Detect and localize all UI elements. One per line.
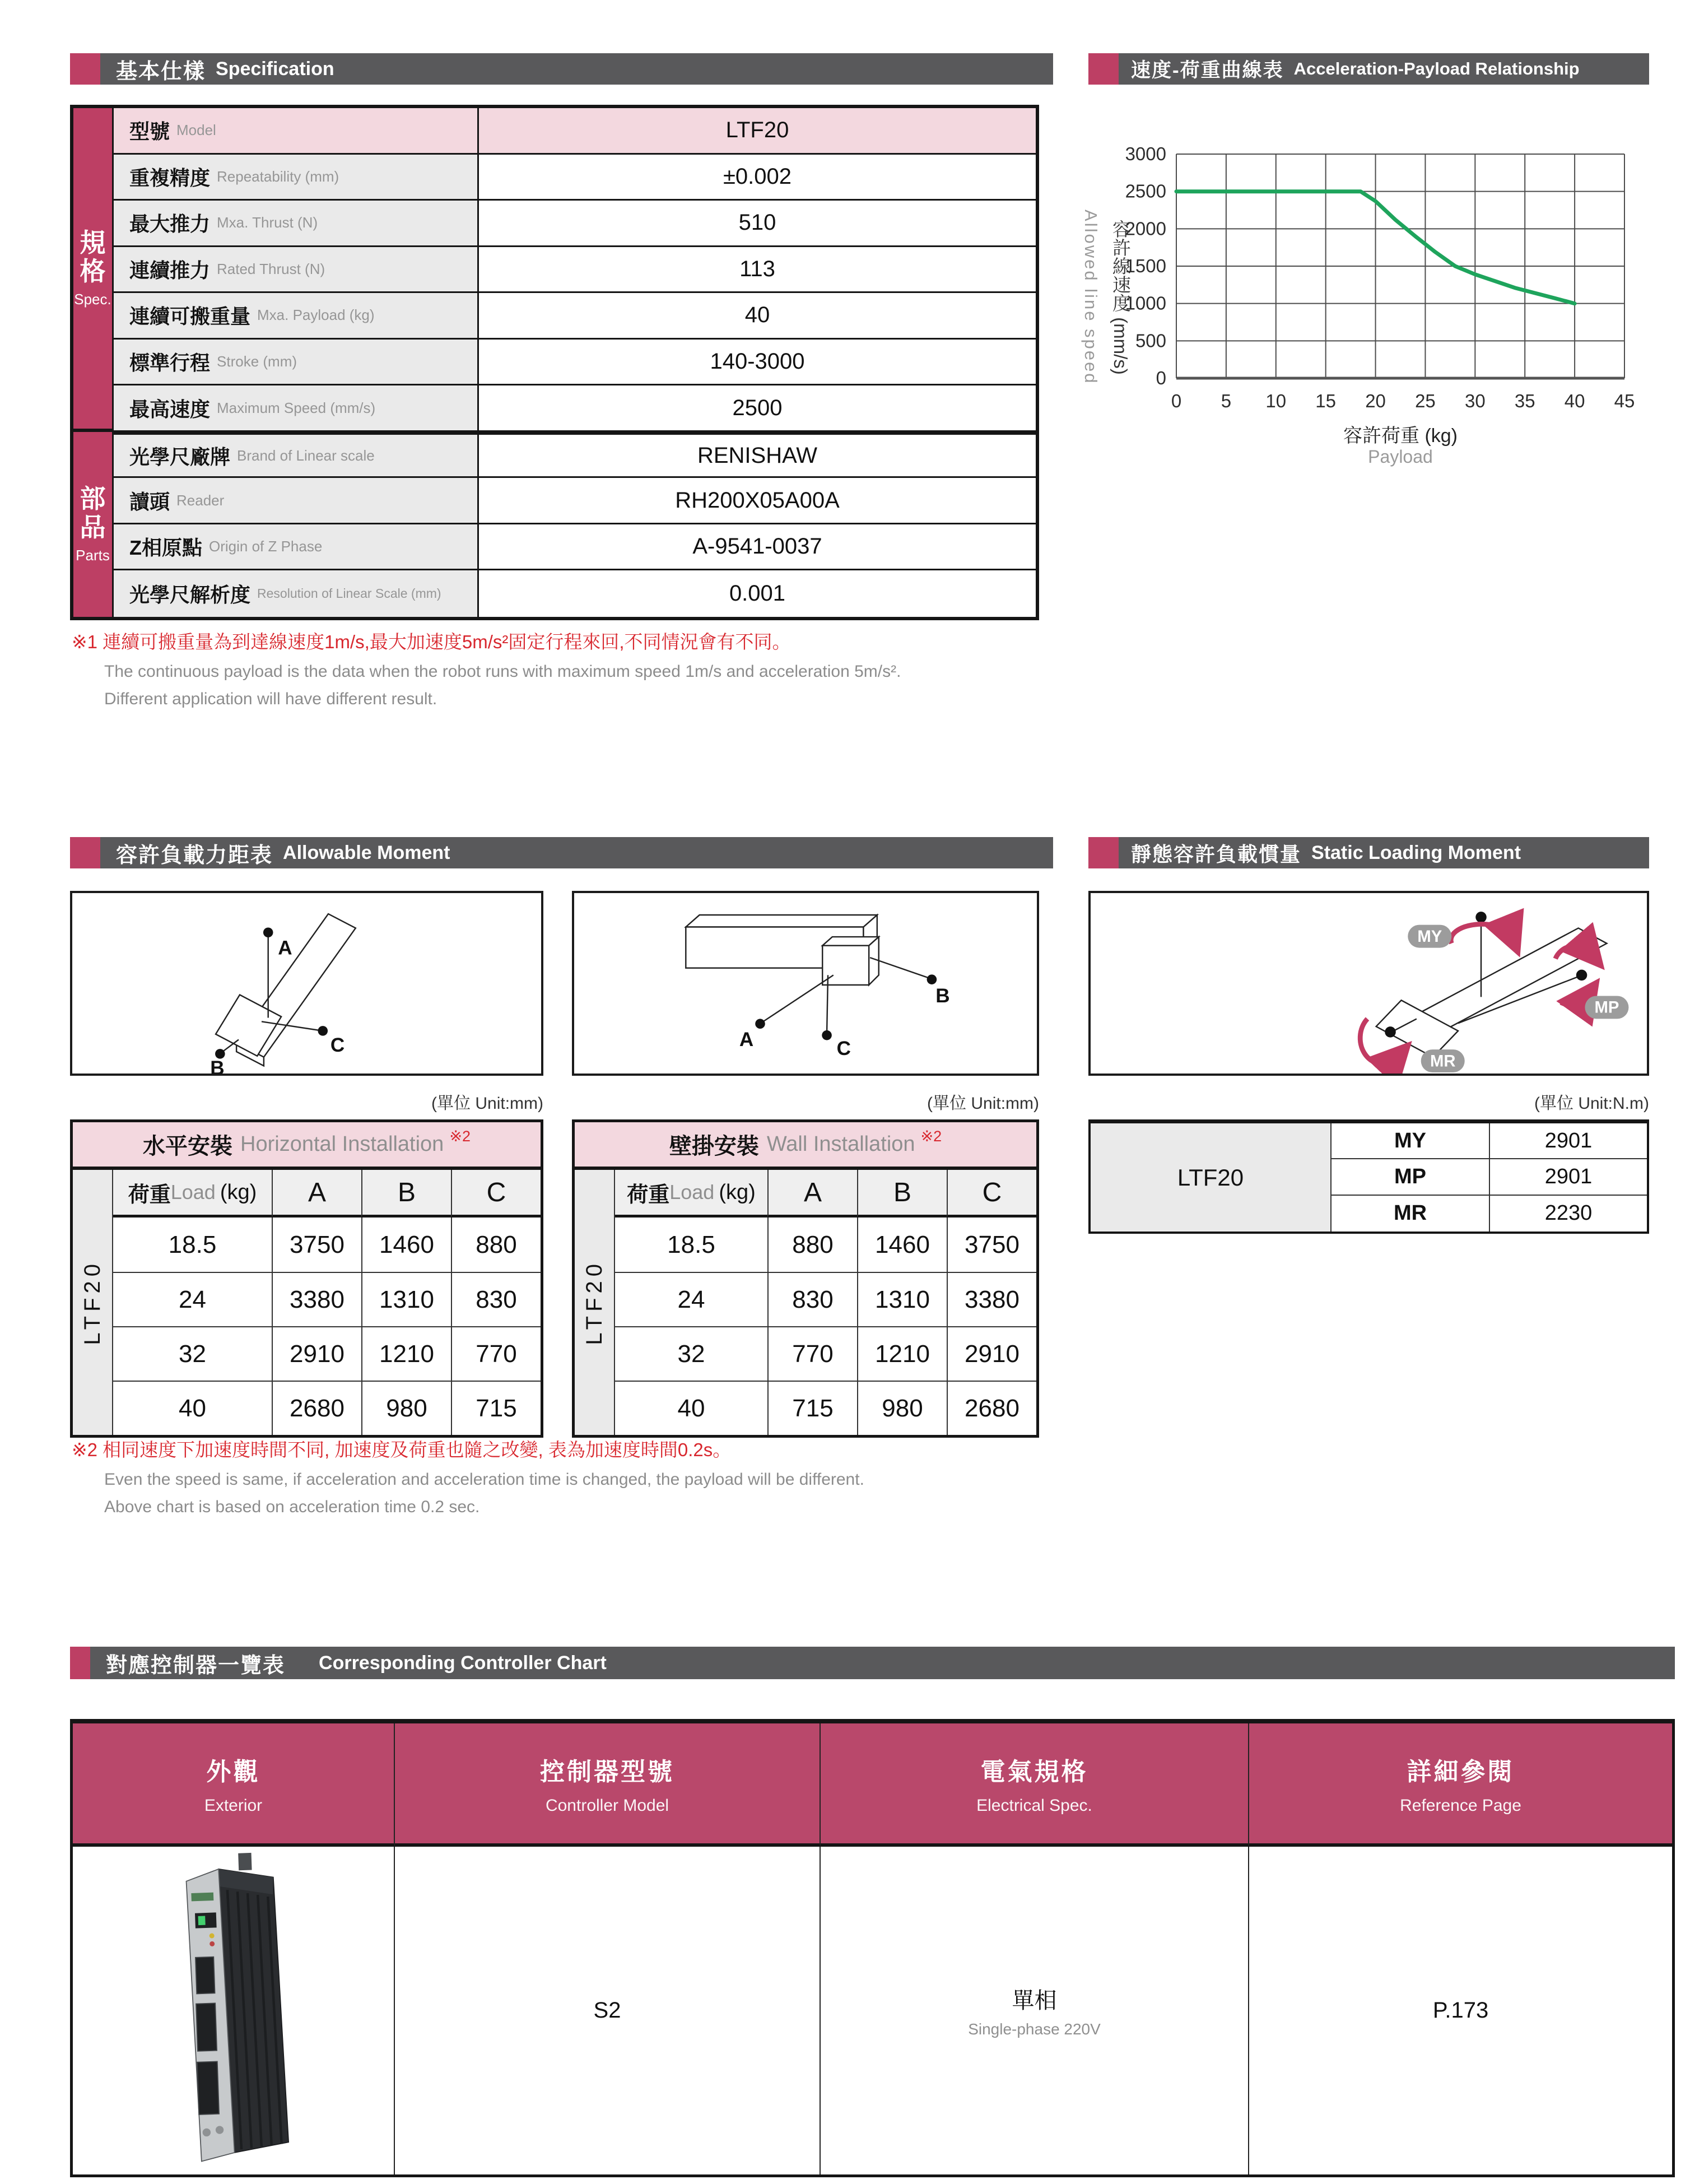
mp-badge: MP	[1594, 998, 1619, 1017]
static-model-cell: LTF20	[1091, 1123, 1331, 1232]
header-accent-square	[70, 837, 100, 868]
cell: 1310	[361, 1272, 451, 1326]
spec-title-zh: 基本仕樣	[116, 59, 206, 83]
spec-row-value: 40	[477, 293, 1036, 340]
spec-row-label: 最大推力 Mxa. Thrust (N)	[114, 201, 477, 247]
cell: 24	[113, 1272, 272, 1326]
cell: 880	[451, 1218, 541, 1272]
note-2	[72, 1435, 864, 1517]
wall-install-title: 壁掛安裝 Wall Installation ※2	[575, 1122, 1036, 1170]
svg-text:2500: 2500	[1125, 180, 1166, 202]
col-header-b: B	[857, 1170, 947, 1218]
cell: 18.5	[113, 1218, 272, 1272]
axis-label-b: B	[935, 985, 950, 1007]
spec-row-value: ±0.002	[477, 155, 1036, 201]
cell: 32	[615, 1326, 767, 1381]
svg-text:1000: 1000	[1125, 292, 1166, 314]
cell: 1310	[857, 1272, 947, 1326]
note2-en1: Even the speed is same, if acceleration and acceleration time is changed, the payload will be different.	[104, 1470, 864, 1489]
chart-y-axis-title-zh: 容許線速度 (mm/s)	[1110, 219, 1131, 375]
spec-row-label: 連續推力 Rated Thrust (N)	[114, 247, 477, 294]
svg-text:0: 0	[1156, 368, 1166, 388]
spec-row-label: 最高速度 Maximum Speed (mm/s)	[114, 385, 477, 432]
horizontal-install-diagram	[70, 891, 543, 1076]
svg-text:30: 30	[1464, 391, 1486, 411]
spec-row-label: 讀頭 Reader	[114, 478, 477, 524]
static-value-mp: 2901	[1490, 1159, 1647, 1195]
svg-text:3000: 3000	[1125, 143, 1166, 164]
svg-text:20: 20	[1365, 391, 1386, 411]
spec-sidebar-spec	[73, 108, 114, 432]
col-header-c: C	[451, 1170, 541, 1218]
cell: 40	[113, 1381, 272, 1435]
controller-exterior-cell	[73, 1847, 395, 2174]
spec-title-en: Specification	[216, 58, 334, 80]
cell: 715	[451, 1381, 541, 1435]
sidebar-spec-en: Spec.	[74, 290, 111, 308]
spec-table	[70, 105, 1039, 620]
controller-header-model: 控制器型號 Controller Model	[395, 1723, 821, 1847]
load-header: 荷重 Load (kg)	[113, 1170, 272, 1218]
spec-row-label: Z相原點 Origin of Z Phase	[114, 524, 477, 571]
spec-row-value: RH200X05A00A	[477, 478, 1036, 524]
note1-en1: The continuous payload is the data when the robot runs with maximum speed 1m/s and acceleration 5m/s².	[104, 662, 901, 681]
spec-row-value: 0.001	[477, 570, 1036, 617]
static-moment-table	[1088, 1119, 1649, 1234]
horizontal-install-title: 水平安裝 Horizontal Installation ※2	[73, 1122, 541, 1170]
cell: 770	[451, 1326, 541, 1381]
unit-label-horizontal: (單位 Unit:mm)	[431, 1094, 543, 1113]
controller-header-reference: 詳細參閱 Reference Page	[1249, 1723, 1672, 1847]
svg-text:15: 15	[1315, 391, 1337, 411]
cell: 1460	[361, 1218, 451, 1272]
chart-x-axis-title-en: Payload	[1368, 447, 1433, 467]
col-header-c: C	[947, 1170, 1036, 1218]
acceleration-payload-chart	[1078, 137, 1650, 496]
spec-row-value: LTF20	[477, 108, 1036, 155]
unit-label-static: (單位 Unit:N.m)	[1534, 1094, 1649, 1113]
note1-zh: ※1 連續可搬重量為到達線速度1m/s,最大加速度5m/s²固定行程來回,不同情況會有不同。	[72, 631, 791, 652]
static-title-zh: 靜態容許負載慣量	[1131, 842, 1302, 866]
spec-row-label: 重複精度 Repeatability (mm)	[114, 155, 477, 201]
static-moment-section-header	[1088, 837, 1649, 868]
cell: 715	[767, 1381, 857, 1435]
spec-row-value: 510	[477, 201, 1036, 247]
axis-label-c: C	[836, 1037, 851, 1060]
svg-text:10: 10	[1265, 391, 1287, 411]
allowable-moment-section-header	[70, 837, 1053, 868]
chart-plot	[1078, 137, 1650, 417]
sidebar-parts-en: Parts	[76, 546, 110, 564]
spec-row-value: 113	[477, 247, 1036, 294]
allowable-title-en: Allowable Moment	[283, 842, 450, 863]
cell: 3380	[947, 1272, 1036, 1326]
note2-ref: ※2	[449, 1128, 471, 1145]
chart-x-axis-title-zh: 容許荷重 (kg)	[1343, 425, 1458, 447]
controller-section-header	[70, 1647, 1675, 1679]
header-accent-square	[1088, 837, 1119, 868]
static-title-en: Static Loading Moment	[1311, 842, 1521, 863]
spec-section-header	[70, 53, 1053, 85]
controller-model-cell: S2	[395, 1847, 821, 2174]
controller-reference-cell: P.173	[1249, 1847, 1672, 2174]
wall-install-drawing	[574, 893, 1037, 1074]
static-key-mr: MR	[1331, 1196, 1490, 1232]
cell: 18.5	[615, 1218, 767, 1272]
cell: 1210	[857, 1326, 947, 1381]
sidebar-spec-zh: 規格	[80, 227, 106, 286]
cell: 830	[451, 1272, 541, 1326]
spec-row-label: 連續可搬重量 Mxa. Payload (kg)	[114, 293, 477, 340]
controller-device-image	[161, 1850, 306, 2172]
chart-title-zh: 速度-荷重曲線表	[1131, 59, 1284, 81]
spec-row-label: 標準行程 Stroke (mm)	[114, 340, 477, 386]
static-value-mr: 2230	[1544, 1201, 1593, 1225]
my-badge: MY	[1417, 927, 1442, 946]
cell: 1210	[361, 1326, 451, 1381]
svg-text:500: 500	[1135, 330, 1166, 351]
note-1	[72, 628, 901, 709]
controller-electrical-cell: 單相 Single-phase 220V	[821, 1847, 1249, 2174]
header-accent-square	[70, 53, 100, 85]
cell: 830	[767, 1272, 857, 1326]
axis-label-c: C	[330, 1034, 345, 1056]
spec-sidebar-parts	[73, 432, 114, 617]
col-header-a: A	[272, 1170, 361, 1218]
cell: 3750	[947, 1218, 1036, 1272]
svg-text:5: 5	[1221, 391, 1232, 411]
note2-ref: ※2	[920, 1128, 942, 1145]
col-header-a: A	[767, 1170, 857, 1218]
chart-y-axis-title-en: Allowed line speed	[1081, 209, 1101, 385]
note1-en2: Different application will have different result.	[104, 690, 437, 708]
spec-row-value: RENISHAW	[477, 432, 1036, 478]
controller-title-en: Corresponding Controller Chart	[319, 1652, 607, 1674]
header-accent-square	[70, 1647, 90, 1679]
cell: 980	[857, 1381, 947, 1435]
controller-title-zh: 對應控制器一覽表	[106, 1653, 286, 1678]
controller-header-exterior: 外觀 Exterior	[73, 1723, 395, 1847]
note2-zh: ※2 相同速度下加速度時間不同, 加速度及荷重也隨之改變, 表為加速度時間0.2s。	[72, 1439, 732, 1460]
sidebar-parts-zh: 部品	[80, 484, 106, 542]
cell: 2680	[947, 1381, 1036, 1435]
horizontal-install-drawing	[72, 893, 541, 1074]
note2-en2: Above chart is based on acceleration time 0.2 sec.	[104, 1498, 480, 1516]
cell: 2910	[272, 1326, 361, 1381]
static-moment-diagram	[1088, 891, 1649, 1076]
cell: 24	[615, 1272, 767, 1326]
cell: 3380	[272, 1272, 361, 1326]
wall-install-table	[572, 1119, 1039, 1438]
header-accent-square	[1088, 53, 1119, 85]
cell: 32	[113, 1326, 272, 1381]
axis-label-a: A	[278, 937, 292, 959]
spec-row-value: A-9541-0037	[477, 524, 1036, 571]
static-key-my: MY	[1331, 1123, 1490, 1159]
model-cell: LTF20	[73, 1170, 113, 1435]
wall-install-diagram	[572, 891, 1039, 1076]
spec-row-label: 光學尺廠牌 Brand of Linear scale	[114, 432, 477, 478]
cell: 3750	[272, 1218, 361, 1272]
load-header: 荷重 Load (kg)	[615, 1170, 767, 1218]
cell: 40	[615, 1381, 767, 1435]
svg-text:2000: 2000	[1125, 218, 1166, 239]
controller-header-electrical: 電氣規格 Electrical Spec.	[821, 1723, 1249, 1847]
static-value-my: 2901	[1490, 1123, 1647, 1159]
cell: 770	[767, 1326, 857, 1381]
spec-row-value: 2500	[477, 385, 1036, 432]
cell: 1460	[857, 1218, 947, 1272]
svg-text:25: 25	[1415, 391, 1436, 411]
unit-label-wall: (單位 Unit:mm)	[927, 1094, 1039, 1113]
spec-row-label: 光學尺解析度 Resolution of Linear Scale (mm)	[114, 570, 477, 617]
cell: 980	[361, 1381, 451, 1435]
horizontal-install-table	[70, 1119, 543, 1438]
spec-row-value: 140-3000	[477, 340, 1036, 386]
static-moment-drawing	[1091, 893, 1647, 1074]
svg-text:40: 40	[1564, 391, 1585, 411]
svg-text:1500: 1500	[1125, 255, 1166, 276]
allowable-title-zh: 容許負載力距表	[116, 843, 273, 867]
col-header-b: B	[361, 1170, 451, 1218]
static-key-mp: MP	[1331, 1159, 1490, 1195]
model-cell: LTF20	[575, 1170, 615, 1435]
axis-label-b: B	[210, 1057, 225, 1074]
chart-section-header	[1088, 53, 1649, 85]
svg-text:45: 45	[1614, 391, 1635, 411]
mr-badge: MR	[1430, 1052, 1456, 1071]
cell: 2910	[947, 1326, 1036, 1381]
cell: 880	[767, 1218, 857, 1272]
axis-label-a: A	[739, 1029, 754, 1051]
chart-title-en: Acceleration-Payload Relationship	[1293, 59, 1580, 78]
svg-text:35: 35	[1514, 391, 1535, 411]
svg-text:0: 0	[1171, 391, 1182, 411]
controller-table	[70, 1719, 1675, 2177]
cell: 2680	[272, 1381, 361, 1435]
spec-row-label: 型號 Model	[114, 108, 477, 155]
